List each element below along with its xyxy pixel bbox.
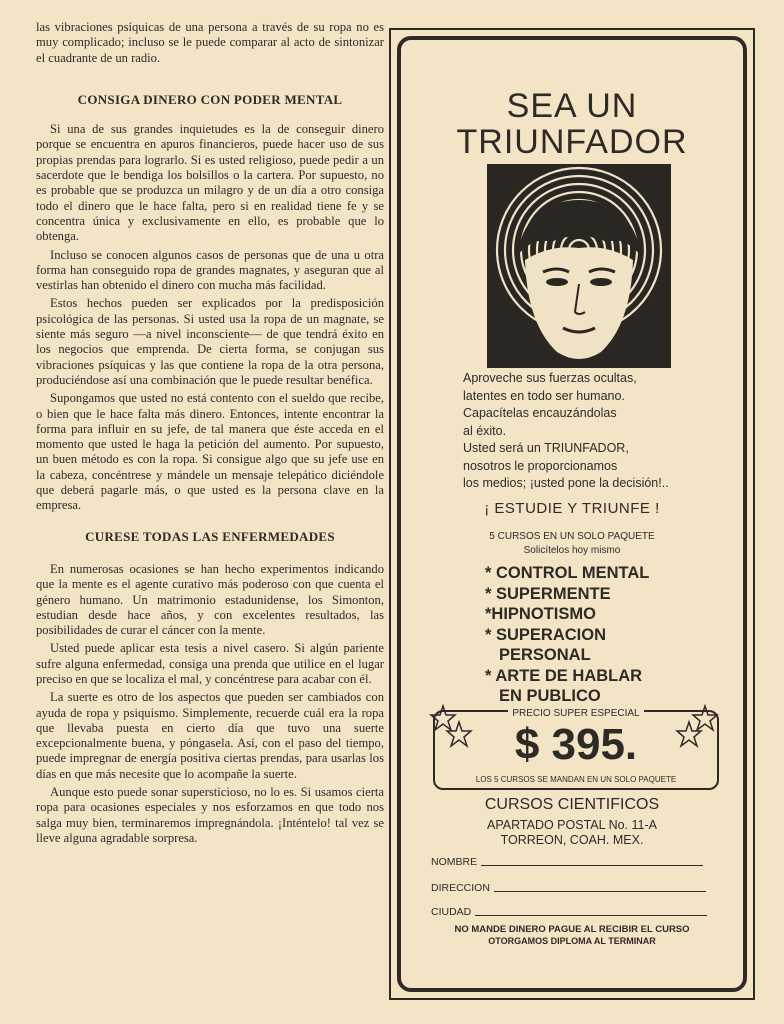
- ad-body-line: nosotros le proporcionamos: [463, 458, 618, 473]
- form-name-label: NOMBRE: [431, 856, 478, 868]
- company-name: CURSOS CIENTIFICOS: [484, 796, 660, 813]
- address-line-1: APARTADO POSTAL No. 11-A: [487, 818, 657, 832]
- ad-body-line: los medios; ¡usted pone la decisión!..: [463, 476, 669, 490]
- ad-slogan: ¡ ESTUDIE Y TRIUNFE !: [484, 500, 660, 517]
- address-line-2: TORREON, COAH. MEX.: [500, 833, 644, 847]
- course-list: [485, 563, 649, 707]
- price-label: PRECIO SUPER ESPECIAL: [508, 708, 643, 719]
- ad-body-line: Usted será un TRIUNFADOR,: [463, 441, 629, 455]
- form-name-row: [431, 856, 703, 868]
- course-item: * ARTE DE HABLAR: [485, 666, 643, 685]
- course-item: * SUPERMENTE: [485, 584, 611, 603]
- star-decoration-icon: [429, 704, 473, 748]
- ad-title-line-2: TRIUNFADOR: [456, 123, 688, 161]
- form-city-label: CIUDAD: [431, 906, 472, 918]
- course-item: * SUPERACION: [485, 625, 607, 644]
- article-paragraph: Aunque esto puede sonar supersticioso, no lo es. Si usamos cierta ropa para ocasiones especiales y nos esforzamos en que todo nos salga muy bien, terminaremos impregnándola. ¡Inténtelo! tal vez se lleve alguna agradable sorpresa.: [36, 785, 384, 845]
- ad-body-line: Capacítelas encauzándolas: [463, 406, 617, 420]
- price-value: $ 395.: [514, 720, 638, 769]
- article-paragraph: Supongamos que usted no está contento con el sueldo que recibe, o bien que le hace falta más dinero. Entonces, intente encontrar la forma para influir en su jefe, de tal manera que éste acceda en el momento que usted le haga la petición del aumento. Por supuesto, un buen método es con la ropa. Si consigue algo que su jefe use en la cabeza, concéntrese y mándele un mensaje telepático diciéndole que deberá pagarle más, o que usted es la persona clave en la empresa.: [36, 391, 384, 513]
- course-item: *HIPNOTISMO: [485, 605, 596, 623]
- article-intro: las vibraciones psíquicas de una persona a través de su ropa no es muy complicado; incluso se le puede comparar al acto de sintonizar el cuadrante de un radio.: [36, 20, 384, 65]
- ad-title-line-1: SEA UN: [506, 87, 638, 125]
- course-item: * CONTROL MENTAL: [485, 564, 650, 582]
- article-paragraph: Usted puede aplicar esta tesis a nivel casero. Si algún pariente sufre alguna enfermedad, consiga una prenda que utilice en el lugar preciso en que se localiza el mal, y concéntrese para acabar con él.: [36, 641, 384, 686]
- ad-footer-line-1: NO MANDE DINERO PAGUE AL RECIBIR EL CURSO: [454, 924, 690, 935]
- portrait-illustration: [487, 164, 671, 368]
- price-note: LOS 5 CURSOS SE MANDAN EN UN SOLO PAQUETE: [475, 775, 677, 784]
- form-address-label: DIRECCION: [431, 882, 490, 894]
- article-paragraph: Estos hechos pueden ser explicados por la predisposición psicológica de las personas. Si usted usa la ropa de un magnate, se siente más seguro —a nivel inconsciente— de que tendrá éxito en los negocios que emprenda. De cierta forma, se conjugan sus vibraciones psíquicas y las que contiene la ropa de la otra persona, produciéndose así una combinación que le puede resultar benéfica.: [36, 296, 384, 387]
- ad-body-text: [463, 370, 733, 493]
- article-paragraph: En numerosas ocasiones se han hecho experimentos indicando que la mente es el agente curativo más poderoso con que cuenta el género humano. Un matrimonio estadunidense, los Simonton, estudian desde hace años, y con excelentes resultados, las posibilidades de curar el cáncer con la mente.: [36, 561, 384, 638]
- ad-courses-count: 5 CURSOS EN UN SOLO PAQUETE: [489, 531, 655, 542]
- form-city-row: [431, 906, 707, 918]
- course-item: PERSONAL: [499, 646, 591, 664]
- ad-body-line: al éxito.: [463, 423, 507, 438]
- article-paragraph: Si una de sus grandes inquietudes es la de conseguir dinero porque se encuentra en apuros financieros, puede hacer uso de sus propias prendas para lograrlo. Si es usted religioso, puede pedir a un sacerdote que le bendiga los bolsillos o la cartera. Por supuesto, no es probable que se produzca un milagro y de un día a otro consiga todo el dinero que le hace falta, pero si en realidad tiene fe y se concentra única y exclusivamente en ello, es probable que lo obtenga.: [36, 122, 384, 244]
- ad-body-line: Aproveche sus fuerzas ocultas,: [463, 371, 637, 385]
- form-city-blank: [475, 914, 707, 916]
- form-name-blank: [481, 864, 703, 866]
- article-paragraph: La suerte es otro de los aspectos que pueden ser cambiados con ayuda de ropa y psiquismo. Simplemente, recuerde cuál era la ropa que llevaba puesta en cierto día que tuvo una suerte excepcionalmente buena, y póngasela. Así, con el paso del tiempo, puede impregnar de energía positiva ciertas prendas, para usarlas los días en que más necesite que lo acompañe la suerte.: [36, 690, 384, 781]
- ad-request-now: Solicítelos hoy mismo: [523, 545, 621, 556]
- ad-footer-line-2: OTORGAMOS DIPLOMA AL TERMINAR: [488, 936, 656, 946]
- form-address-blank: [494, 890, 706, 892]
- section-heading-money: CONSIGA DINERO CON PODER MENTAL: [77, 91, 343, 107]
- star-decoration-icon: [675, 704, 719, 748]
- advertisement: [397, 36, 747, 992]
- man-head-illustration: [487, 164, 671, 368]
- section-heading-health: CURESE TODAS LAS ENFERMEDADES: [85, 528, 335, 544]
- form-address-row: [431, 882, 706, 894]
- ad-body-line: latentes en todo ser humano.: [463, 388, 625, 403]
- article-column: [36, 20, 384, 846]
- article-paragraph: Incluso se conocen algunos casos de personas que de una u otra forma han conseguido ropa de grandes magnates, y aseguran que al vestirlas han obtenido el dinero con mucha más facilidad.: [36, 247, 384, 293]
- course-item: EN PUBLICO: [499, 687, 601, 705]
